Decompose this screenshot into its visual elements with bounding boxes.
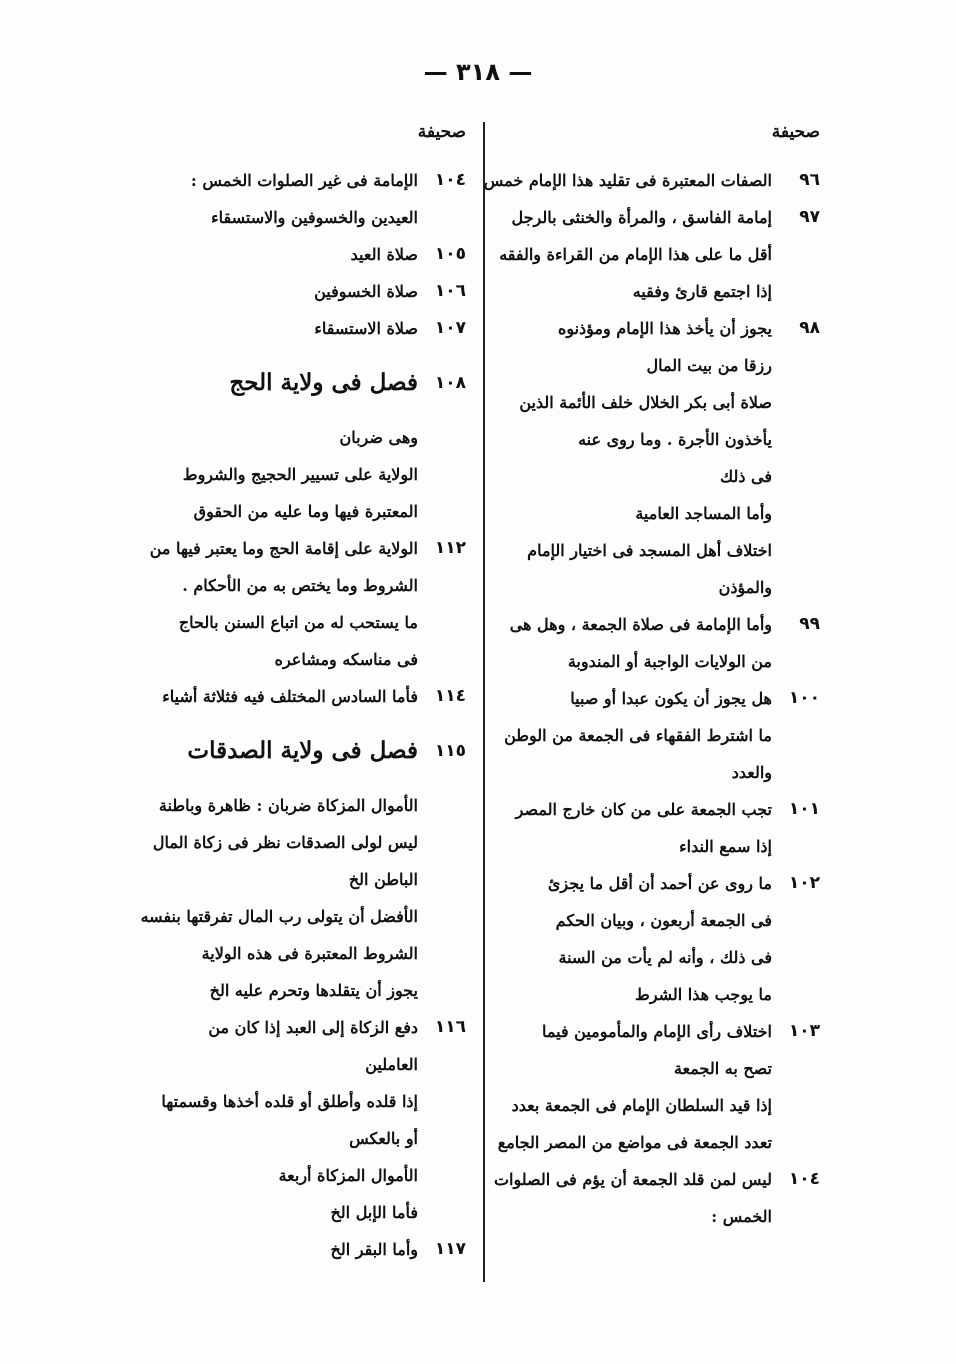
entry-text: [490, 680, 772, 791]
entry-line: وأما المساجد العامية: [635, 504, 772, 523]
entry-line: ما اشترط الفقهاء فى الجمعة من الوطن: [504, 726, 772, 745]
entry-line: الولاية على تسيير الحجيج والشروط: [182, 465, 418, 484]
entry-line: أقل ما على هذا الإمام من القراءة والفقه: [499, 245, 772, 264]
entry-text: [132, 530, 418, 678]
entry-line: اختلاف رأى الإمام والمأمومين فيما: [541, 1022, 772, 1041]
entry-text: [132, 419, 418, 530]
entry-text: [132, 236, 418, 273]
entry-line: فى الجمعة أربعون ، وبيان الحكم: [555, 911, 772, 930]
toc-entry: [132, 419, 466, 530]
entry-line: العيدين والخسوفين والاستسقاء: [211, 208, 418, 227]
section-heading: [132, 723, 466, 779]
toc-entry: [490, 680, 820, 791]
entry-text: [490, 1161, 772, 1235]
toc-entry: [132, 787, 466, 1009]
entry-text: [132, 723, 418, 779]
toc-entry: [132, 273, 466, 310]
toc-entry: [132, 1009, 466, 1231]
entry-line: تصح به الجمعة: [673, 1059, 772, 1078]
entry-text: [490, 310, 772, 606]
toc-entry: [490, 606, 820, 680]
entry-text: [490, 199, 772, 310]
page-ref-number: ١٠١: [788, 799, 820, 819]
entry-line: الشروط المعتبرة فى هذه الولاية: [201, 944, 418, 963]
entry-text: [132, 787, 418, 1009]
entry-line: ما روى عن أحمد أن أقل ما يجزئ: [547, 874, 772, 893]
toc-entry: [132, 530, 466, 678]
entry-line: تعدد الجمعة فى مواضع من المصر الجامع: [497, 1133, 772, 1152]
entry-text: [132, 162, 418, 236]
entry-line: يأخذون الأجرة . وما روى عنه: [578, 430, 772, 449]
column-header: صحيفة: [417, 122, 466, 142]
entry-line: أو بالعكس: [349, 1129, 418, 1148]
entry-text: [490, 1013, 772, 1161]
toc-entry: [490, 865, 820, 1013]
entry-line: إذا قلده وأطلق أو قلده أخذها وقسمتها: [161, 1092, 418, 1111]
entry-line: وأما البقر الخ: [330, 1240, 418, 1259]
section-heading: [132, 355, 466, 411]
entry-text: [132, 1231, 418, 1268]
heading-text: فصل فى ولاية الحج: [229, 369, 418, 396]
toc-entry: [132, 310, 466, 347]
page-ref-number: ١١٦: [434, 1017, 466, 1037]
page-ref-number: ١٠٤: [788, 1169, 820, 1189]
entry-line: تجب الجمعة على من كان خارج المصر: [515, 800, 772, 819]
toc-entry: [132, 678, 466, 715]
heading-text: فصل فى ولاية الصدقات: [187, 737, 418, 764]
page-ref-number: ١٠٥: [434, 244, 466, 264]
entry-line: إذا سمع النداء: [679, 837, 772, 856]
entries-list: [483, 162, 820, 1235]
entry-line: ما يستحب له من اتباع السنن بالحاج: [178, 613, 418, 632]
page-ref-number: ١٠٤: [434, 170, 466, 190]
entry-line: إمامة الفاسق ، والمرأة والخنثى بالرجل: [511, 208, 772, 227]
toc-entry: [483, 162, 820, 199]
entry-line: اختلاف أهل المسجد فى اختيار الإمام: [527, 541, 772, 560]
entry-line: صلاة العيد: [350, 245, 418, 264]
entry-line: ليس لولى الصدقات نظر فى زكاة المال: [152, 833, 418, 852]
entry-line: يجوز أن يتقلدها وتحرم عليه الخ: [209, 981, 418, 1000]
page-ref-number: ١١٤: [434, 686, 466, 706]
entry-line: صلاة أبى بكر الخلال خلف الأئمة الذين: [519, 393, 772, 412]
entry-line: دفع الزكاة إلى العبد إذا كان من: [208, 1018, 418, 1037]
page-ref-number: ٩٨: [799, 318, 820, 338]
entry-text: [490, 791, 772, 865]
toc-entry: [490, 199, 820, 310]
entry-line: صلاة الخسوفين: [314, 282, 418, 301]
toc-entry: [132, 1231, 466, 1268]
column-header: صحيفة: [771, 122, 820, 142]
left-column: [132, 118, 466, 1268]
entry-line: الإمامة فى غير الصلوات الخمس :: [190, 171, 418, 190]
entry-line: فى مناسكه ومشاعره: [274, 650, 418, 669]
entry-line: فأما الإبل الخ: [330, 1203, 418, 1222]
toc-entry: [490, 1013, 820, 1161]
page-ref-number: ١٠٦: [434, 281, 466, 301]
entry-line: الصفات المعتبرة فى تقليد هذا الإمام خمس: [483, 171, 772, 190]
entry-line: والمؤذن: [718, 578, 772, 597]
entry-line: وهى ضربان: [339, 428, 418, 447]
toc-entry: [490, 791, 820, 865]
entry-line: فى ذلك: [719, 467, 772, 486]
page-ref-number: ١١٥: [434, 741, 466, 761]
entry-line: من الولايات الواجبة أو المندوبة: [567, 652, 772, 671]
right-column: [483, 118, 820, 1235]
page-ref-number: ١٠٠: [788, 688, 820, 708]
entry-line: فأما السادس المختلف فيه فثلاثة أشياء: [162, 687, 418, 706]
page-ref-number: ١١٧: [434, 1239, 466, 1259]
entry-line: وأما الإمامة فى صلاة الجمعة ، وهل هى: [509, 615, 772, 634]
entry-line: ليس لمن قلد الجمعة أن يؤم فى الصلوات: [493, 1170, 772, 1189]
entry-line: رزقا من بيت المال: [646, 356, 772, 375]
page-ref-number: ١٠٧: [434, 318, 466, 338]
page-number: — ٣١٨ —: [423, 58, 533, 86]
entry-text: [490, 865, 772, 1013]
entry-line: صلاة الاستسقاء: [314, 319, 418, 338]
entry-line: إذا قيد السلطان الإمام فى الجمعة بعدد: [511, 1096, 772, 1115]
page-ref-number: ٩٧: [799, 207, 820, 227]
entry-text: [490, 606, 772, 680]
toc-entry: [490, 310, 820, 606]
page-ref-number: ١١٢: [434, 538, 466, 558]
entries-list: [132, 162, 466, 1268]
entry-text: [132, 355, 418, 411]
page-ref-number: ٩٩: [799, 614, 820, 634]
page-ref-number: ١٠٢: [788, 873, 820, 893]
entry-text: [132, 1009, 418, 1231]
entry-line: الأموال المزكاة أربعة: [278, 1166, 418, 1185]
entry-text: [132, 273, 418, 310]
entry-line: المعتبرة فيها وما عليه من الحقوق: [193, 502, 418, 521]
toc-entry: [132, 162, 466, 236]
entry-line: والعدد: [731, 763, 772, 782]
entry-line: الأموال المزكاة ضربان : ظاهرة وباطنة: [158, 796, 418, 815]
page-ref-number: ٩٦: [799, 170, 820, 190]
entry-text: [484, 162, 772, 199]
toc-entry: [132, 236, 466, 273]
entry-line: الخمس :: [711, 1207, 772, 1226]
entry-line: فى ذلك ، وأنه لم يأت من السنة: [558, 948, 772, 967]
entry-line: الأفضل أن يتولى رب المال تفرقتها بنفسه: [140, 907, 418, 926]
page-ref-number: ١٠٨: [434, 373, 466, 393]
entry-line: الشروط وما يختص به من الأحكام .: [182, 576, 418, 595]
entry-text: [132, 310, 418, 347]
entry-line: هل يجوز أن يكون عبدا أو صبيا: [570, 689, 772, 708]
entry-line: إذا اجتمع قارئ وفقيه: [632, 282, 772, 301]
entry-line: الباطن الخ: [348, 870, 418, 889]
entry-line: الولاية على إقامة الحج وما يعتبر فيها من: [149, 539, 418, 558]
entry-line: العاملين: [365, 1055, 418, 1074]
column-divider: [483, 122, 485, 1282]
page-ref-number: ١٠٣: [788, 1021, 820, 1041]
toc-entry: [490, 1161, 820, 1235]
entry-line: ما يوجب هذا الشرط: [635, 985, 772, 1004]
entry-line: يجوز أن يأخذ هذا الإمام ومؤذنوه: [557, 319, 772, 338]
entry-text: [132, 678, 418, 715]
